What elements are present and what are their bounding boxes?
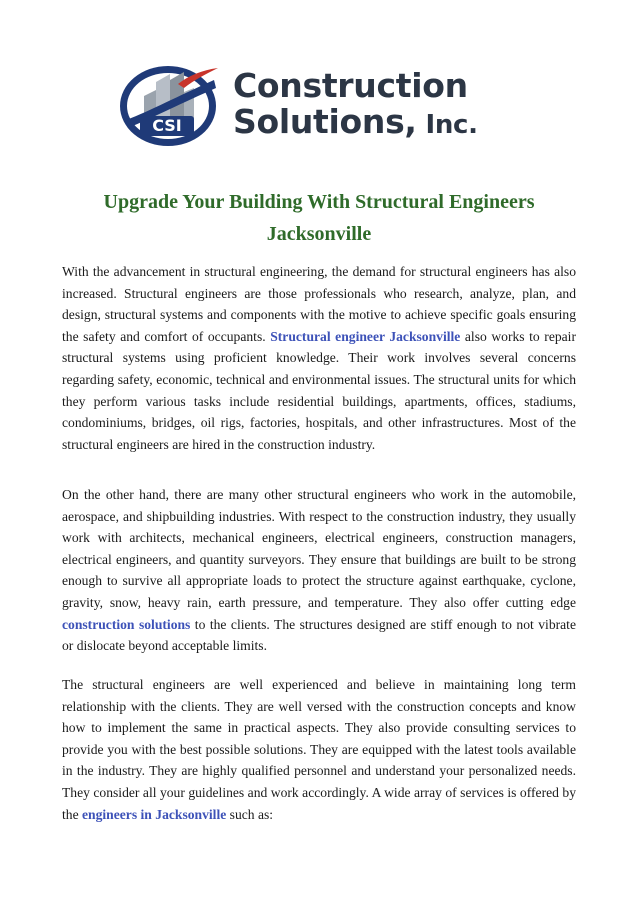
paragraph-text: also works to repair structural systems using proficient knowledge. Their work involves several concerns regarding safety, economic, technical and environmental issues. The structural units for which they perform various tasks include residential buildings, apartments, offices, stadiums, condominiums, bridges, oil rigs, factories, hospitals, and other infrastructures. Most of the structural engineers are hired in the construction industry. bbox=[62, 328, 576, 452]
paragraph-text: The structural engineers are well experienced and believe in maintaining long term relationship with the clients. They are well versed with the construction concepts and know how to implement the same in practical aspects. They also provide consulting services to provide you with the best possible solutions. They are equipped with the latest tools available in the industry. They are highly qualified personnel and understand your personalized needs. They consider all your guidelines and work accordingly. A wide array of services is offered by the bbox=[62, 677, 576, 822]
construction-solutions-link[interactable]: construction solutions bbox=[62, 616, 191, 632]
csi-emblem-icon bbox=[118, 62, 226, 148]
logo-wordmark-line2 bbox=[233, 102, 478, 141]
body-paragraph-3 bbox=[62, 674, 576, 825]
paragraph-text: to the clients. The structures designed are stiff enough to not vibrate or dislocate beyond acceptable limits. bbox=[62, 616, 576, 654]
emblem-text: CSI bbox=[152, 116, 182, 135]
structural-engineer-jacksonville-link[interactable]: Structural engineer Jacksonville bbox=[270, 328, 461, 344]
paragraph-text: With the advancement in structural engineering, the demand for structural engineers has also increased. Structural engineers are those professionals who research, analyze, plan, and design, structural systems and components with the motive to achieve specific goals ensuring the safety and comfort of occupants. bbox=[62, 264, 576, 344]
body-paragraph-1 bbox=[62, 261, 576, 455]
page-title bbox=[62, 186, 576, 250]
company-logo bbox=[118, 62, 498, 152]
page-title-line2: Jacksonville bbox=[266, 223, 372, 245]
logo-wordmark-line1: Construction bbox=[233, 66, 468, 105]
logo-wordmark-inc: Inc. bbox=[416, 110, 478, 140]
logo-wordmark-solutions: Solutions, bbox=[233, 102, 417, 141]
body-paragraph-2 bbox=[62, 484, 576, 657]
engineers-in-jacksonville-link[interactable]: engineers in Jacksonville bbox=[82, 806, 227, 822]
page-title-line1: Upgrade Your Building With Structural Engineers bbox=[103, 191, 535, 213]
paragraph-text: such as: bbox=[226, 806, 274, 822]
paragraph-text: On the other hand, there are many other structural engineers who work in the automobile, aerospace, and shipbuilding industries. With respect to the construction industry, they usually work with architects, mechanical engineers, electrical engineers, construction managers, electrical engineers, and quantity surveyors. They ensure that buildings are built to be strong enough to survive all appropriate loads to protect the structure against earthquake, cyclone, gravity, snow, heavy rain, earth pressure, and temperature. They also offer cutting edge bbox=[62, 487, 576, 610]
